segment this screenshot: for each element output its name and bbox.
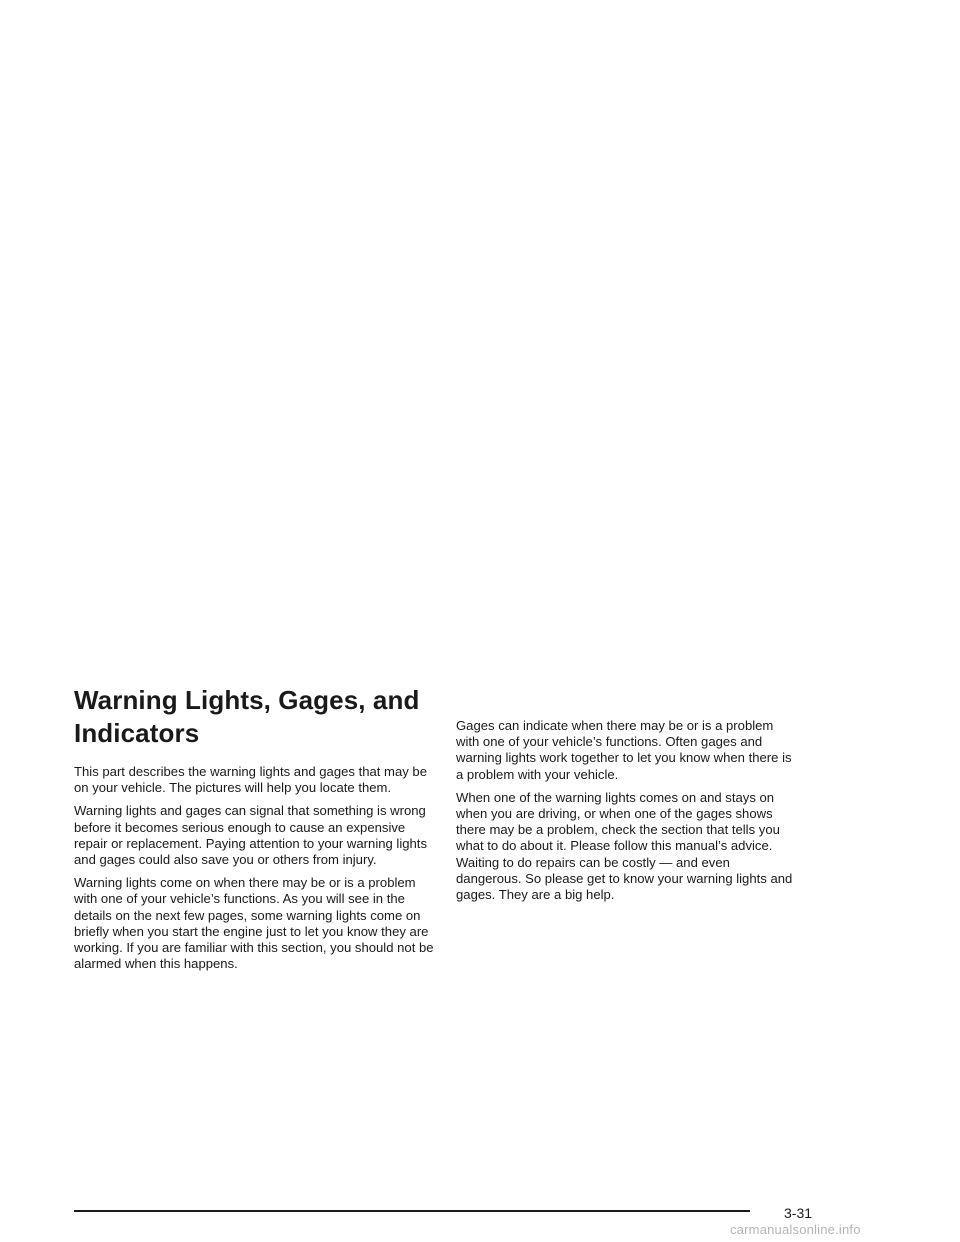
paragraph-come-on: Warning lights come on when there may be or is a problem with one of your vehicle’s functions. As you will see in the details on the next few pages, some warning lights come on briefly when you start the engine just to let you know they are working. If you are familiar with this section, you should not be alarmed when this happens. [74,875,434,972]
left-column [74,764,436,979]
paragraph-intro: This part describes the warning lights and gages that may be on your vehicle. The pictures will help you locate them. [74,764,428,796]
paragraph-stays-on: When one of the warning lights comes on and stays on when you are driving, or when one of the gages shows there may be a problem, check the section that tells you what to do about it. Please follow this manual’s advice. Waiting to do repairs can be costly — and even dangerous. So please get to know your warning lights and gages. They are a big help. [456,789,793,903]
page-number: 3-31 [784,1205,813,1221]
right-column [456,718,796,910]
watermark: carmanualsonline.info [730,1222,861,1237]
footer-rule [74,1210,750,1212]
paragraph-signal: Warning lights and gages can signal that something is wrong before it becomes serious enough to cause an expensive repair or replacement. Paying attention to your warning lights and gages could also save you or others from injury. [74,803,427,868]
section-title: Warning Lights, Gages, and Indicators [74,685,420,748]
paragraph-gages: Gages can indicate when there may be or is a problem with one of your vehicle’s functions. Often gages and warning lights work together to let you know when there is a problem with your vehicle. [456,718,792,782]
